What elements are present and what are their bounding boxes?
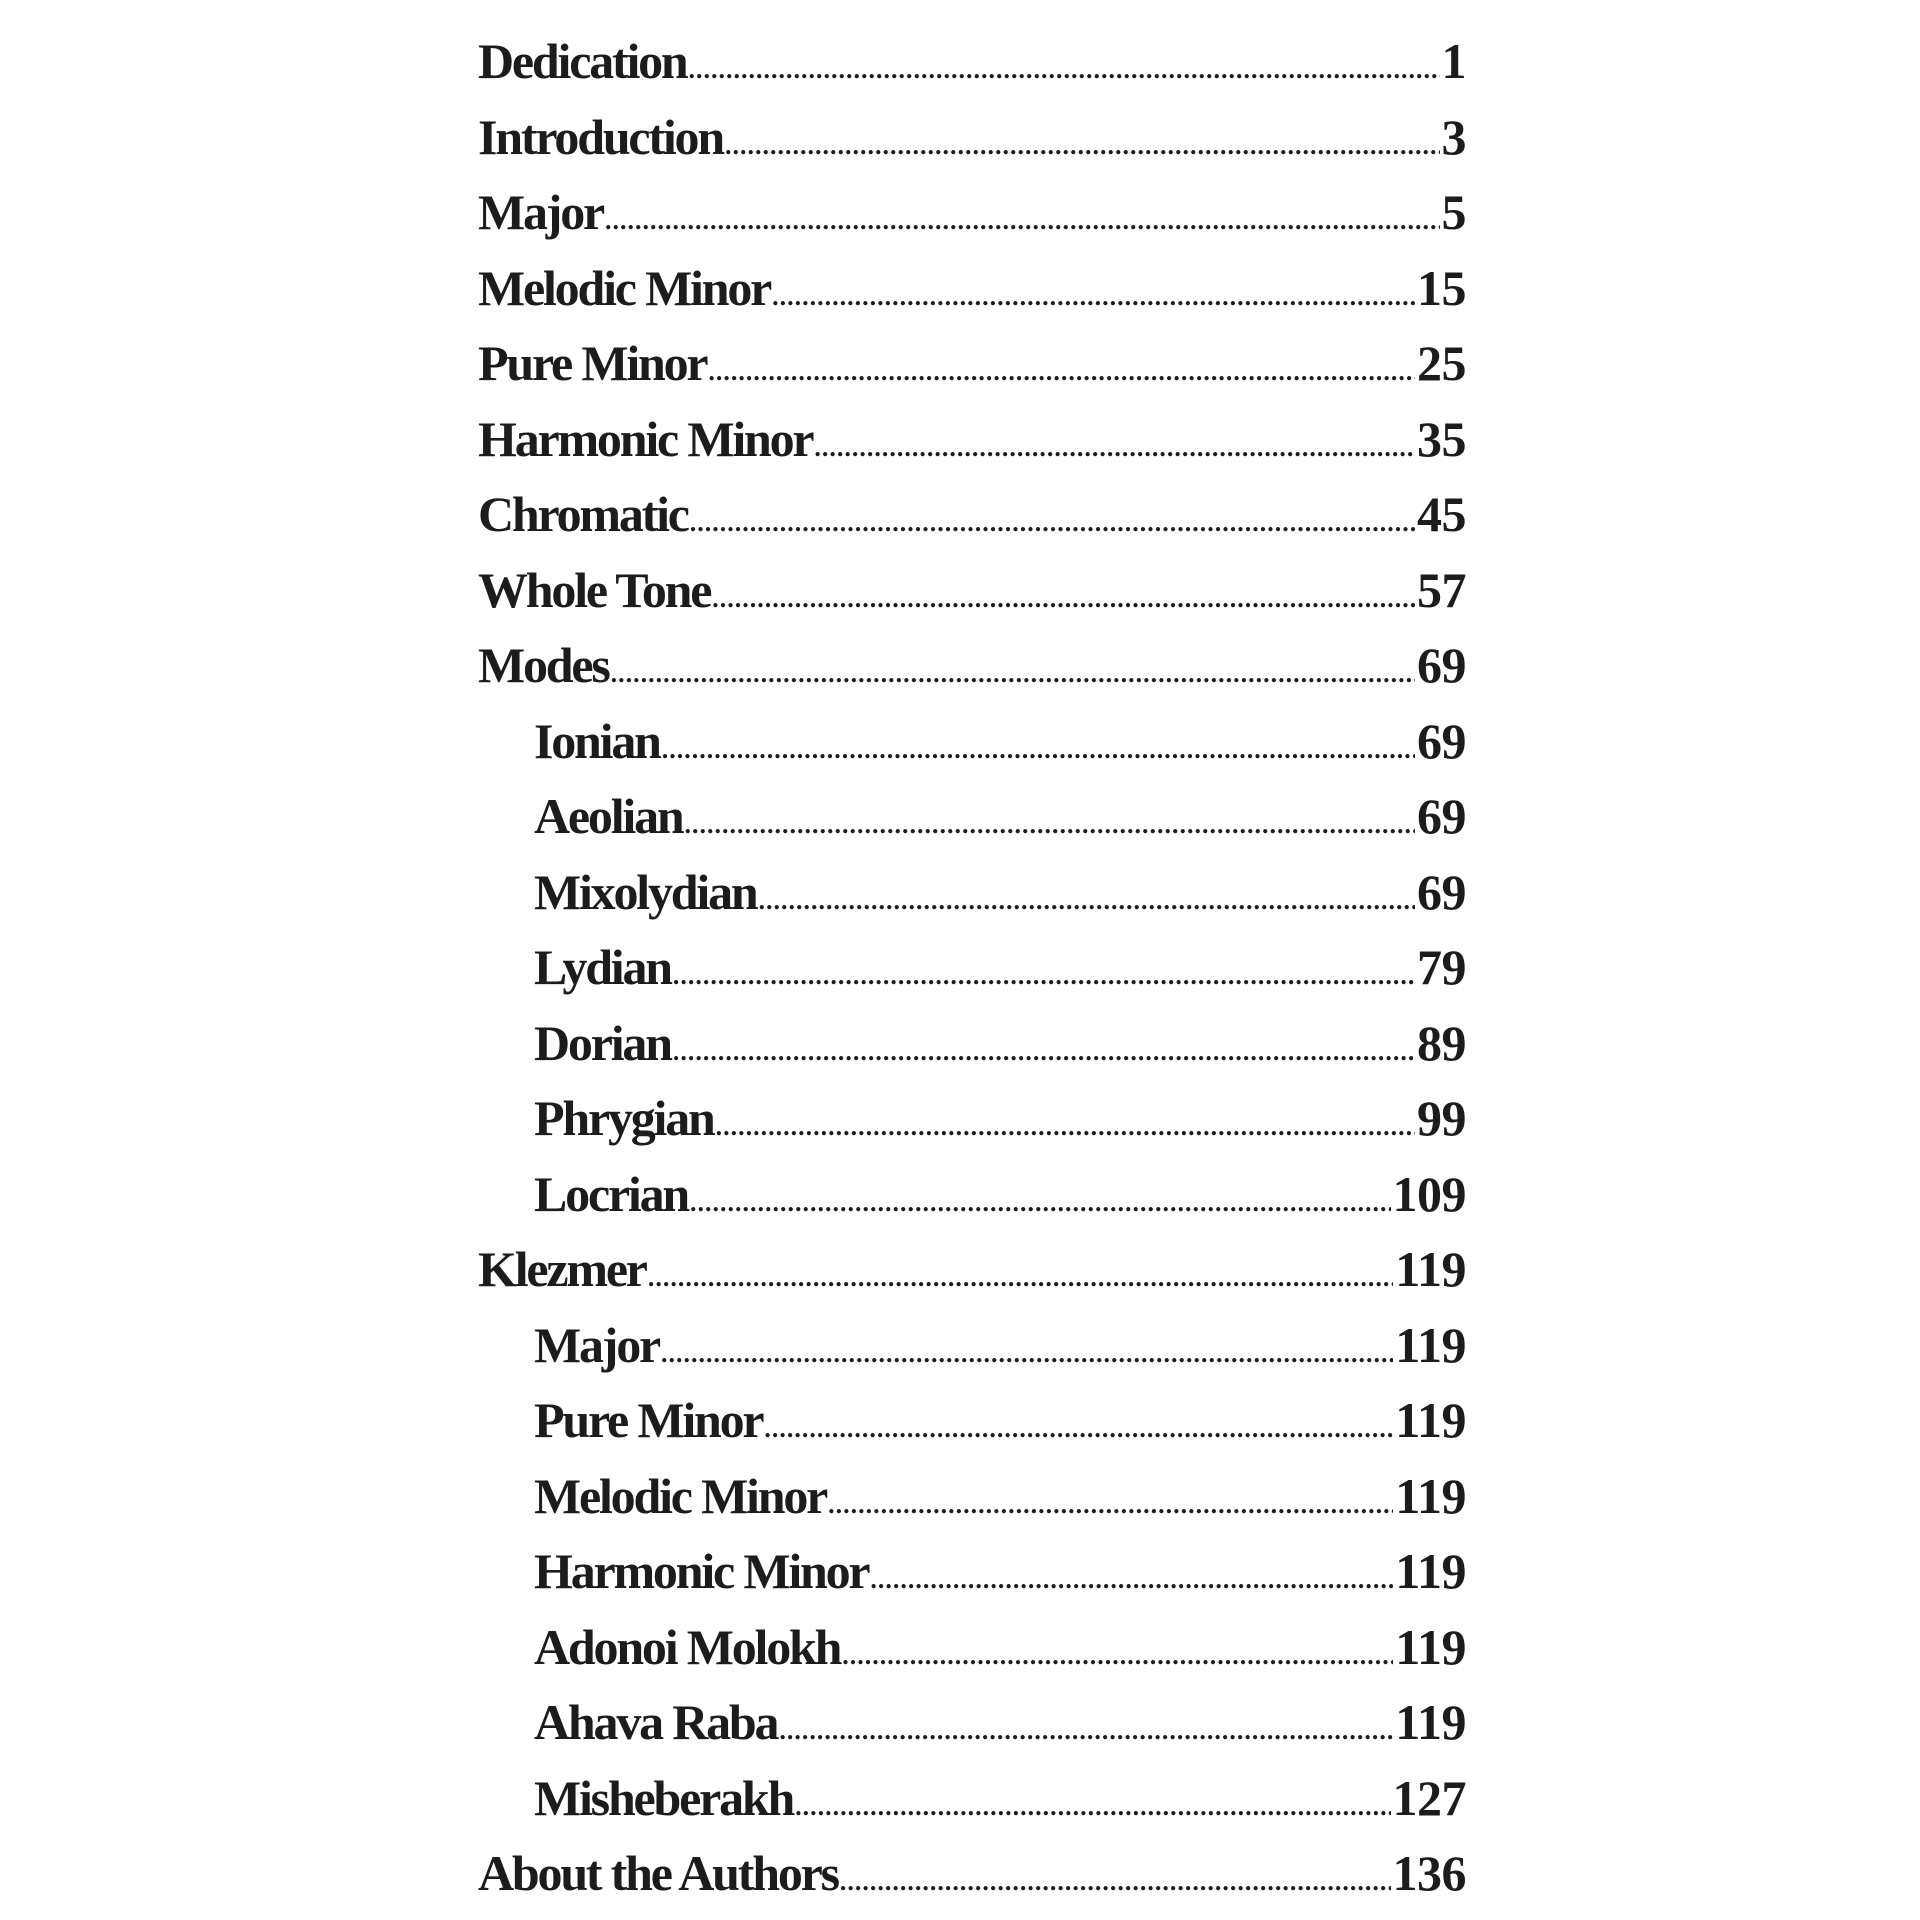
page-number: 119 — [1395, 1316, 1466, 1373]
toc-entry — [478, 326, 1466, 402]
toc-entry — [478, 1836, 1466, 1912]
entry-title: Major — [534, 1316, 660, 1373]
entry-title: Dorian — [534, 1014, 671, 1071]
page-number: 1 — [1441, 33, 1466, 89]
toc-entry — [478, 100, 1466, 176]
page-number: 109 — [1392, 1165, 1466, 1222]
table-of-contents — [478, 24, 1466, 1912]
page-number: 5 — [1441, 184, 1466, 240]
page-number: 69 — [1417, 788, 1466, 844]
entry-title: Whole Tone — [478, 561, 711, 618]
page-number: 69 — [1417, 712, 1466, 769]
page-number: 79 — [1417, 939, 1466, 995]
page-number: 119 — [1395, 1694, 1466, 1750]
toc-subentry — [478, 779, 1466, 855]
page-number: 99 — [1417, 1090, 1466, 1146]
toc-entry — [478, 175, 1466, 251]
entry-title: Locrian — [534, 1165, 689, 1222]
toc-entry — [478, 251, 1466, 327]
page-number: 119 — [1395, 1618, 1466, 1675]
entry-title: Misheberakh — [534, 1769, 794, 1826]
entry-title: Harmonic Minor — [534, 1543, 869, 1599]
page-number: 35 — [1417, 410, 1466, 467]
page-number: 119 — [1395, 1467, 1466, 1524]
toc-subentry — [478, 930, 1466, 1006]
entry-title: Chromatic — [478, 486, 688, 542]
entry-title: Introduction — [478, 108, 723, 165]
page-number: 45 — [1417, 486, 1466, 542]
dot-leader — [690, 1190, 1390, 1216]
dot-leader — [758, 888, 1415, 914]
entry-title: Aeolian — [534, 788, 683, 844]
page-number: 69 — [1417, 637, 1466, 693]
dot-leader — [725, 133, 1440, 159]
entry-title: Phrygian — [534, 1090, 714, 1146]
dot-leader — [611, 661, 1415, 687]
entry-title: Mixolydian — [534, 863, 757, 920]
entry-title: Ionian — [534, 712, 660, 769]
dot-leader — [661, 1341, 1393, 1367]
page-number: 89 — [1417, 1014, 1466, 1071]
dot-leader — [870, 1567, 1393, 1593]
dot-leader — [842, 1643, 1393, 1669]
toc-subentry — [478, 1383, 1466, 1459]
page-number: 3 — [1441, 108, 1466, 165]
toc-subentry — [478, 1157, 1466, 1233]
toc-subentry — [478, 1534, 1466, 1610]
dot-leader — [712, 586, 1415, 612]
page-number: 57 — [1417, 561, 1466, 618]
dot-leader — [828, 1492, 1393, 1518]
entry-title: Harmonic Minor — [478, 410, 813, 467]
dot-leader — [716, 1114, 1415, 1140]
entry-title: Major — [478, 184, 604, 240]
entry-title: Melodic Minor — [478, 259, 771, 316]
page-number: 119 — [1395, 1392, 1466, 1448]
page-number: 69 — [1417, 863, 1466, 920]
toc-entry — [478, 477, 1466, 553]
dot-leader — [779, 1718, 1393, 1744]
dot-leader — [662, 737, 1415, 763]
dot-leader — [673, 1039, 1415, 1065]
entry-title: Adonoi Molokh — [534, 1618, 841, 1675]
entry-title: About the Authors — [478, 1845, 838, 1901]
dot-leader — [795, 1794, 1390, 1820]
toc-entry — [478, 402, 1466, 478]
dot-leader — [690, 510, 1415, 536]
dot-leader — [764, 1416, 1393, 1442]
page-number: 25 — [1417, 335, 1466, 391]
entry-title: Modes — [478, 637, 609, 693]
entry-title: Klezmer — [478, 1241, 646, 1297]
dot-leader — [605, 208, 1439, 234]
page-number: 127 — [1392, 1769, 1466, 1826]
toc-subentry — [478, 1081, 1466, 1157]
entry-title: Melodic Minor — [534, 1467, 827, 1524]
page-number: 119 — [1395, 1241, 1466, 1297]
dot-leader — [648, 1265, 1393, 1291]
dot-leader — [772, 284, 1415, 310]
dot-leader — [840, 1869, 1391, 1895]
toc-entry — [478, 24, 1466, 100]
dot-leader — [814, 435, 1415, 461]
toc-subentry — [478, 1685, 1466, 1761]
dot-leader — [673, 963, 1415, 989]
toc-subentry — [478, 1610, 1466, 1686]
toc-subentry — [478, 704, 1466, 780]
toc-subentry — [478, 1006, 1466, 1082]
entry-title: Pure Minor — [534, 1392, 763, 1448]
toc-entry — [478, 1232, 1466, 1308]
toc-subentry — [478, 1761, 1466, 1837]
dot-leader — [689, 57, 1440, 83]
page-number: 136 — [1392, 1845, 1466, 1901]
entry-title: Pure Minor — [478, 335, 707, 391]
page-number: 15 — [1417, 259, 1466, 316]
entry-title: Lydian — [534, 939, 671, 995]
toc-subentry — [478, 1459, 1466, 1535]
toc-entry — [478, 553, 1466, 629]
entry-title: Dedication — [478, 33, 687, 89]
entry-title: Ahava Raba — [534, 1694, 778, 1750]
dot-leader — [708, 359, 1415, 385]
toc-subentry — [478, 855, 1466, 931]
page-number: 119 — [1395, 1543, 1466, 1599]
toc-subentry — [478, 1308, 1466, 1384]
dot-leader — [685, 812, 1416, 838]
toc-entry — [478, 628, 1466, 704]
